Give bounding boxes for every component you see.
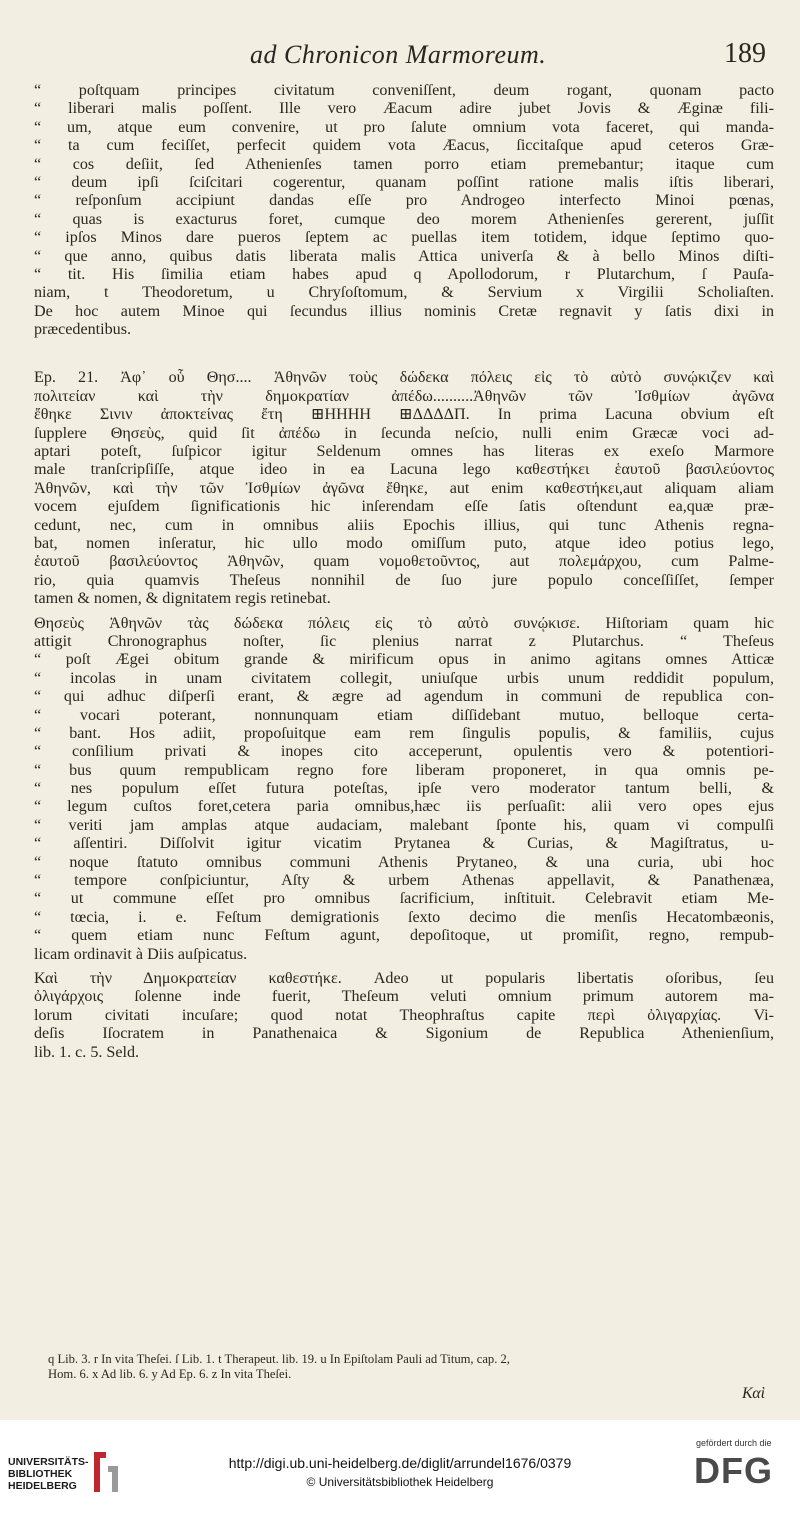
paragraph-gap	[34, 339, 774, 369]
paragraph	[34, 369, 774, 608]
text-line: attigit Chronographus noſter, ſic plenius narrat z Plutarchus. “ Theſeus	[34, 632, 774, 650]
text-line: “ cos deſiit, ſed Athenienſes tamen porro etiam premebantur; itaque cum	[34, 155, 774, 173]
text-line: “ tœcia, i. e. Feſtum demigrationis ſexto decimo die menſis Hecatombæonis,	[34, 908, 774, 926]
page-number: 189	[724, 38, 766, 69]
text-line: rio, quia quamvis Theſeus nonnihil de ſuo jure populo conceſſiſſet, ſemper	[34, 571, 774, 589]
paragraph	[34, 82, 774, 339]
text-line: ὀλιγάρχοις ſolenne inde fuerit, Theſeum veluti omnium primum autorem ma-	[34, 988, 774, 1006]
text-line: “ noque ſtatuto omnibus communi Athenis Prytaneo, & una curia, ubi hoc	[34, 853, 774, 871]
paragraph	[34, 970, 774, 1062]
text-line: “ nes populum eſſet futura poteſtas, ipſe vero moderator tantum belli, &	[34, 780, 774, 798]
dfg-wordmark: DFG	[694, 1450, 773, 1491]
text-line: aptari poteſt, ſuſpicor igitur Seldenum omnes has literas ex exeſo Marmore	[34, 443, 774, 461]
text-line: licam ordinavit à Diis auſpicatus.	[34, 945, 248, 963]
text-line: deſis Iſocratem in Panathenaica & Sigonium de Republica Athenienſium,	[34, 1025, 774, 1043]
text-line: “ tit. His ſimilia etiam habes apud q Apollodorum, r Plutarchum, ſ Pauſa-	[34, 265, 774, 283]
text-line: niam, t Theodoretum, u Chryſoſtomum, & Servium x Virgilii Scholiaſten.	[34, 284, 774, 302]
text-line: “ vocari poterant, nonnunquam etiam diſſidebant mutuo, belloque certa-	[34, 706, 774, 724]
library-name: UNIVERSITÄTS- BIBLIOTHEK HEIDELBERG	[8, 1456, 89, 1492]
text-line: “ incolas in unam civitatem collegit, uniuſque urbis unum reddidit populum,	[34, 669, 774, 687]
text-line: “ deum ipſi ſciſcitari cogerentur, quanam poſſint ratione malis iſtis liberari,	[34, 173, 774, 191]
text-line: Καὶ τὴν Δημοκρατείαν καθεστήκε. Adeo ut popularis libertatis oſoribus, ſeu	[34, 969, 774, 987]
text-line: “ aſſentiri. Diſſolvit igitur vicatim Prytanea & Curias, & Magiſtratus, u-	[34, 835, 774, 853]
text-line: “ reſponſum accipiunt dandas eſſe pro Androgeo interfecto Minoi pœnas,	[34, 192, 774, 210]
running-title: ad Chronicon Marmoreum.	[250, 40, 547, 69]
paragraph	[34, 615, 774, 964]
text-line: “ bant. Hos adiit, propoſuitque eam rem ſingulis populis, & familiis, cujus	[34, 724, 774, 742]
text-line: “ quem etiam nunc Feſtum agunt, depoſitoque, ut promiſit, regno, rempub-	[34, 927, 774, 945]
text-line: “ um, atque eum convenire, ut pro ſalute omnium vota faceret, qui manda-	[34, 118, 774, 136]
text-line: ἔθηκε Σινιν ἀποκτείνας ἔτη ⊞HHHH ⊞ΔΔΔΔΠ. In prima Lacuna obvium eſt	[34, 406, 774, 424]
permalink[interactable]: http://digi.ub.uni-heidelberg.de/diglit/arrundel1676/0379	[228, 1455, 572, 1471]
text-line: “ quas is exacturus foret, cumque deo morem Athenienſes gererent, juſſit	[34, 210, 774, 228]
text-line: bat, nomen inſeratur, hic ullo modo omiſſum puto, atque ideo potius lego,	[34, 534, 774, 552]
text-line: Θησεὺς Ἀθηνῶν τὰς δώδεκα πόλεις εἰς τὸ αὐτὸ συνῴκισε. Hiſtoriam quam hic	[34, 614, 774, 632]
text-line: “ que anno, quibus datis liberata malis Attica univerſa & à bello Minos diſti-	[34, 247, 774, 265]
text-line: “ poſtquam principes civitatum conveniſſent, deum rogant, quonam pacto	[34, 82, 774, 99]
text-line: cedunt, nec, cum in omnibus aliis Epochis illius, qui tunc Athenis regna-	[34, 516, 774, 534]
footnote-line: q Lib. 3. r In vita Theſei. ſ Lib. 1. t Therapeut. lib. 19. u In Epiſtolam Pauli ad Titum, cap. 2,	[48, 1352, 510, 1366]
text-line: “ liberari malis poſſent. Ille vero Æacum adire jubet Jovis & Æginæ fili-	[34, 100, 774, 118]
footnote-line: Hom. 6. x Ad lib. 6. y Ad Ep. 6. z In vita Theſei.	[48, 1367, 292, 1381]
catchword: Καὶ	[742, 1385, 766, 1402]
text-line: lorum civitati incuſare; quod notat Theophraſtus capite περὶ ὀλιγαρχίας. Vi-	[34, 1006, 774, 1024]
text-line: “ legum cuſtos foret,cetera paria omnibus,hæc iis perſuaſit: alii vero opes ejus	[34, 798, 774, 816]
text-line: “ poſt Ægei obitum grande & mirificum opus in animo agitans omnes Atticæ	[34, 651, 774, 669]
viewer-footer	[0, 1420, 800, 1517]
page-body	[34, 82, 774, 1062]
text-line: præcedentibus.	[34, 321, 131, 339]
text-line: ſupplere Θησεὺς, quid ſit ἀπέδω in ſecunda neſcio, nulli enim Græcæ voci ad-	[34, 424, 774, 442]
text-line: “ ipſos Minos dare pueros ſeptem ac puellas item totidem, idque ſeptimo quo-	[34, 229, 774, 247]
text-line: tamen & nomen, & dignitatem regis retinebat.	[34, 590, 331, 608]
text-line: “ conſilium privati & inopes cito acceperunt, opulentis vero & potentiori-	[34, 743, 774, 761]
dfg-logo[interactable]	[680, 1438, 792, 1502]
text-line: Ep. 21. Ἀφ᾽ οὗ Θησ.... Ἀθηνῶν τοὺς δώδεκα πόλεις εἰς τὸ αὐτὸ συνῴκιζεν καὶ	[34, 369, 774, 387]
text-line: “ ut commune eſſet pro omnibus ſacrificium, inſtituit. Celebravit etiam Me-	[34, 890, 774, 908]
text-line: Ἀθηνῶν, καὶ τὴν τῶν Ἰσθμίων ἀγῶνα ἔθηκε, aut enim καθεστήκει,aut aliquam aliam	[34, 479, 774, 497]
text-line: “ tempore conſpiciuntur, Aſty & urbem Athenas appellavit, & Panathenæa,	[34, 872, 774, 890]
funded-by-label: gefördert durch die	[696, 1438, 772, 1448]
text-line: lib. 1. c. 5. Seld.	[34, 1043, 140, 1061]
text-line: “ qui adhuc diſperſi erant, & ægre ad agendum in communi de republica con-	[34, 688, 774, 706]
text-line: De hoc autem Minoe qui ſecundus illius nominis Cretæ regnavit y ſatis dixi in	[34, 302, 774, 320]
text-line: male tranſcripſiſſe, atque ideo in ea Lacuna lego καθεστήκει ἑαυτοῦ βασιλεύοντος	[34, 461, 774, 479]
text-line: ἑαυτοῦ βασιλεύοντος Ἀθηνῶν, quam νομοθετοῦντος, aut πολεμάρχου, cum Palme-	[34, 553, 774, 571]
page-header	[0, 34, 800, 74]
text-line: “ veriti jam amplas atque audaciam, malebant ſponte his, quam vi compulſi	[34, 816, 774, 834]
text-line: “ bus quum rempublicam regno fore liberam proponeret, in qua omnis pe-	[34, 761, 774, 779]
text-line: πολιτείαν καὶ τὴν δημοκρατίαν ἀπέδω..........Ἀθηνῶν τῶν Ἰσθμίων ἀγῶνα	[34, 387, 774, 405]
text-line: “ ta cum feciſſet, perfecit quidem vota Æacus, ſiccitaſque apud ceteros Græ-	[34, 137, 774, 155]
footnotes	[48, 1352, 768, 1382]
text-line: vocem ejuſdem ſignificationis hic inſerendam eſſe ſatis oſtendunt ea,quæ præ-	[34, 498, 774, 516]
copyright-notice: © Universitätsbibliothek Heidelberg	[306, 1475, 494, 1489]
